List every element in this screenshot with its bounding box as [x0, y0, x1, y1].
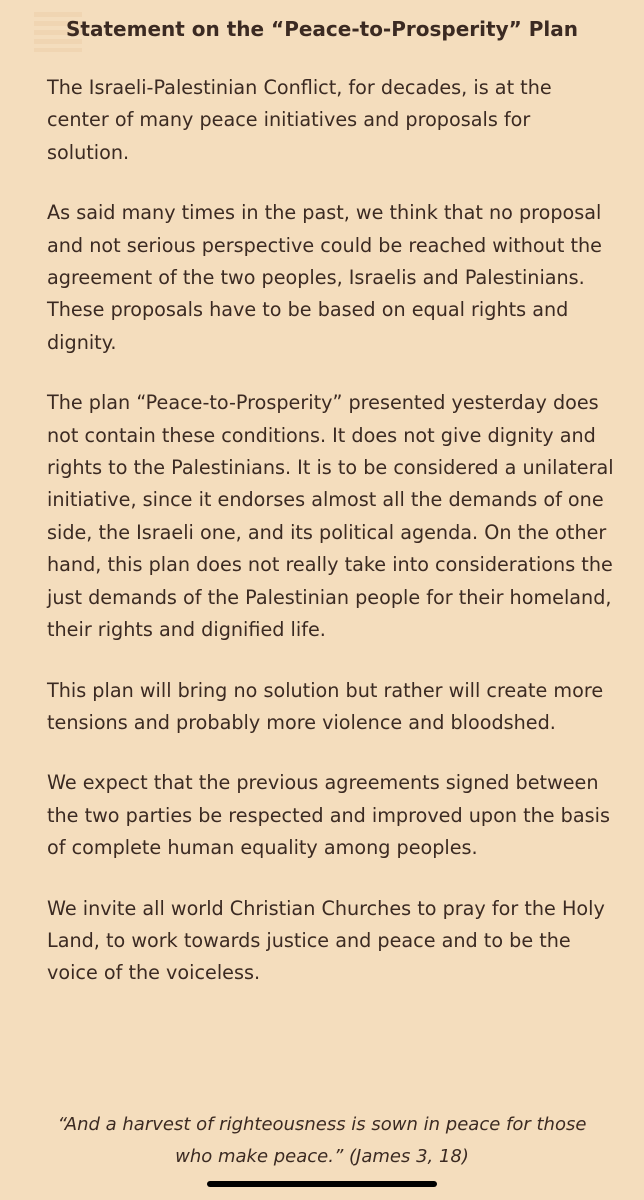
paragraph-1: The Israeli-Palestinian Conflict, for decades, is at the center of many peace initiatives and proposals for solution.	[47, 76, 552, 164]
statement-body	[47, 72, 617, 990]
paragraph-6: We invite all world Christian Churches to pray for the Holy Land, to work towards justice and peace and to be the voice of the voiceless.	[47, 896, 605, 985]
paragraph-2: As said many times in the past, we think that no proposal and not serious perspective could be reached without the agreement of the two peoples, Israelis and Palestinians. These proposals have to be based on equal rights and dignity.	[47, 201, 602, 354]
paragraph-4: This plan will bring no solution but rather will create more tensions and probably more violence and bloodshed.	[47, 678, 604, 734]
closing-quote: “And a harvest of righteousness is sown in peace for those who make peace.” (James 3, 18)	[57, 1114, 587, 1167]
paragraph-3: The plan “Peace-to-Prosperity” presented yesterday does not contain these conditions. It does not give dignity and rights to the Palestinians. It is to be considered a unilateral initiative, since it endorses almost all the demands of one side, the Israeli one, and its political agenda. On the other hand, this plan does not really take into considerations the just demands of the Palestinian people for their homeland, their rights and dignified life.	[47, 391, 614, 642]
home-indicator[interactable]	[207, 1181, 437, 1187]
paragraph-5: We expect that the previous agreements signed between the two parties be respected and improved upon the basis of complete human equality among peoples.	[47, 771, 610, 860]
statement-title: Statement on the “Peace-to-Prosperity” Plan	[66, 17, 578, 41]
